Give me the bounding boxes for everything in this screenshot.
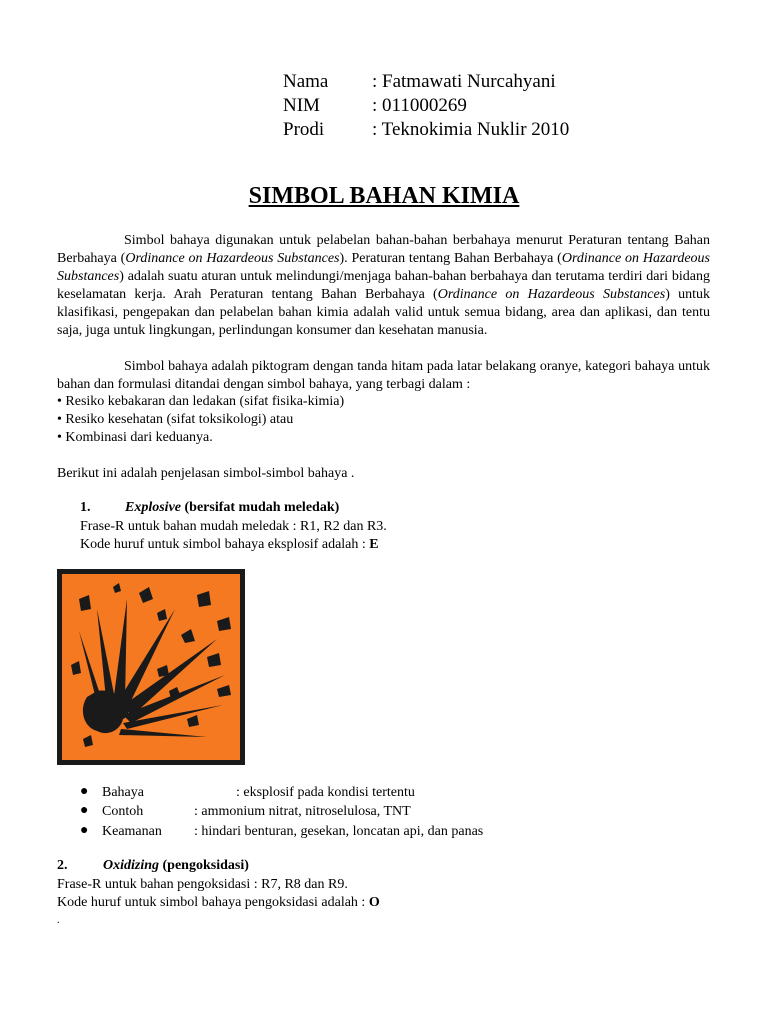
nim-value: : 011000269 [372, 95, 467, 116]
name-label: Nama [283, 71, 329, 92]
section-1-kode-letter: E [369, 537, 379, 552]
detail-bahaya-label: Bahaya [102, 785, 144, 800]
p1-term-b: Ordinance on Hazardeous Substances [57, 251, 710, 284]
bullet-dot: ● [80, 803, 89, 818]
detail-keamanan-value: : hindari benturan, gesekan, loncatan api, dan panas [194, 824, 484, 839]
section-2-kode-text: Kode huruf untuk simbol bahaya pengoksidasi adalah : [57, 895, 369, 910]
p1-term-c: Ordinance on Hazardeous Substances [437, 287, 666, 302]
p1-text-c: ) adalah suatu aturan untuk melindungi/menjaga bahan-bahan berbahaya dan terutama terdiri dari bidang keselamatan kerja. Arah Peraturan tentang Bahan Berbahaya ( [57, 269, 710, 302]
bullet-dot: ● [80, 784, 89, 799]
section-1-kode-text: Kode huruf untuk simbol bahaya eksplosif adalah : [80, 537, 370, 552]
section-1-title [125, 500, 339, 516]
risk-bullet-1: • Resiko kebakaran dan ledakan (sifat fisika-kimia) [57, 394, 345, 409]
section-2-title [103, 858, 249, 874]
section-2-number: 2. [57, 858, 68, 873]
prodi-label: Prodi [283, 119, 325, 140]
name-value: : Fatmawati Nurcahyani [372, 71, 556, 92]
section-1-title-italic: Explosive [125, 500, 181, 515]
section-2-frase: Frase-R untuk bahan pengoksidasi : R7, R8 dan R9. [57, 877, 348, 892]
bullet-dot: ● [80, 823, 89, 838]
lead-sentence: Berikut ini adalah penjelasan simbol-simbol bahaya . [57, 466, 355, 481]
section-2-title-italic: Oxidizing [103, 858, 160, 873]
section-1-kode [80, 536, 379, 554]
page-title: SIMBOL BAHAN KIMIA [248, 183, 520, 209]
section-1-frase: Frase-R untuk bahan mudah meledak : R1, R2 dan R3. [80, 519, 387, 534]
prodi-value: : Teknokimia Nuklir 2010 [372, 119, 570, 140]
section-1-number: 1. [80, 500, 91, 515]
section-2-title-rest: (pengoksidasi) [159, 858, 249, 873]
p1-text-d: ) untuk klasifikasi, pengepakan dan pelabelan bahan kimia adalah valid untuk semua bidang, area dan aplikasi, dan tentu saja, juga untuk lingkungan, perlindungan konsumer dan kesehatan manusia. [57, 287, 710, 338]
p1-text-a: Simbol bahaya digunakan untuk pelabelan bahan-bahan berbahaya menurut Peraturan tentang Bahan Berbahaya ( [57, 233, 710, 266]
nim-label: NIM [283, 95, 320, 116]
detail-keamanan-label: Keamanan [102, 824, 162, 839]
intro-paragraph-1 [57, 232, 710, 340]
section-2-kode [57, 894, 380, 912]
detail-contoh-label: Contoh [102, 804, 144, 819]
detail-contoh-value: : ammonium nitrat, nitroselulosa, TNT [194, 804, 411, 819]
detail-bahaya-value: : eksplosif pada kondisi tertentu [236, 785, 415, 800]
p1-text-b: ). Peraturan tentang Bahan Berbahaya ( [339, 251, 562, 266]
risk-bullet-2: • Resiko kesehatan (sifat toksikologi) atau [57, 412, 294, 427]
intro-paragraph-2: Simbol bahaya adalah piktogram dengan tanda hitam pada latar belakang oranye, kategori bahaya untuk bahan dan formulasi ditandai dengan simbol bahaya, yang terbagi dalam : [57, 359, 710, 392]
section-2-kode-letter: O [368, 895, 380, 910]
explosion-symbol-icon [57, 569, 245, 765]
trailing-dot: . [57, 915, 60, 926]
section-1-title-rest: (bersifat mudah meledak) [181, 500, 340, 515]
risk-bullet-3: • Kombinasi dari keduanya. [57, 430, 213, 445]
p1-term-a: Ordinance on Hazardeous Substances [125, 251, 340, 266]
